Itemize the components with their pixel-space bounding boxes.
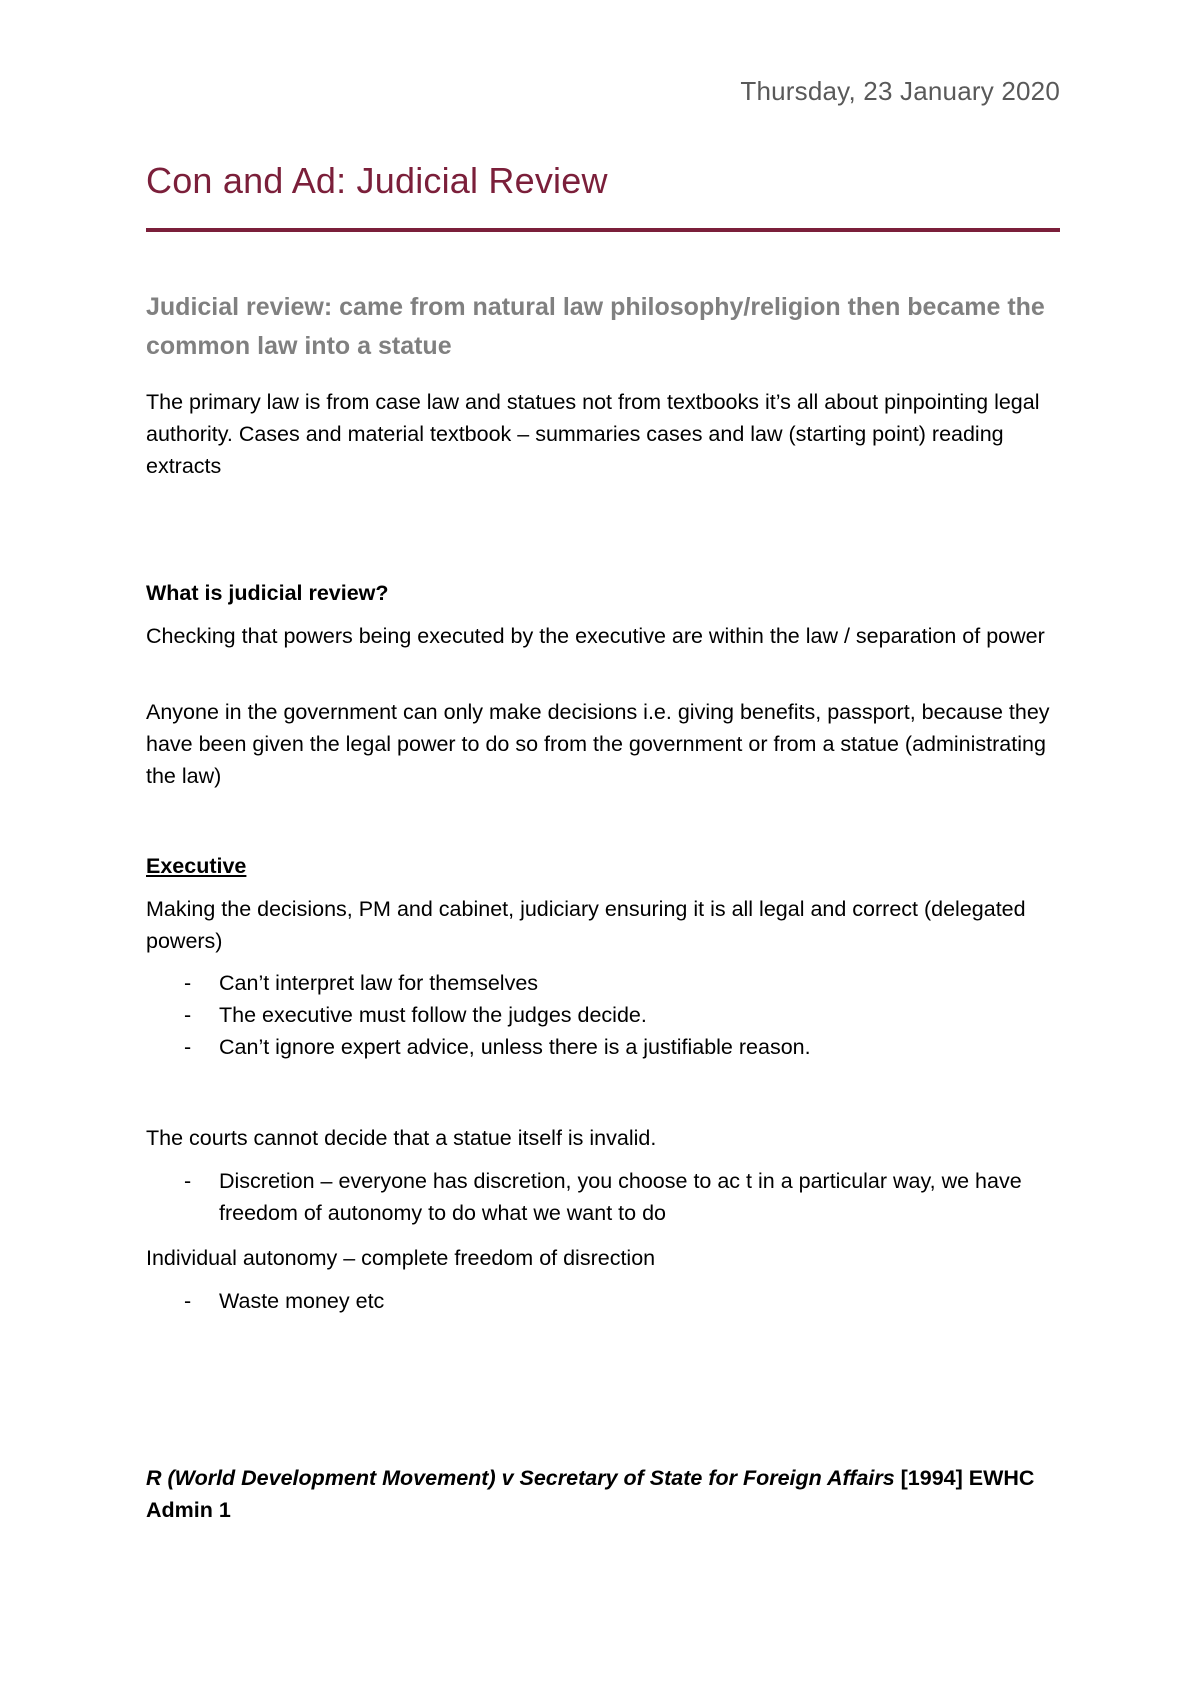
- document-title: Con and Ad: Judicial Review: [146, 160, 608, 201]
- title-underline-rule: [146, 228, 1060, 232]
- bullet-dash: -: [184, 1169, 192, 1193]
- subheading: Judicial review: came from natural law philosophy/religion then became the common law into a statue: [146, 293, 1045, 360]
- bullet-dash: -: [184, 1035, 192, 1059]
- list-item-text: Discretion – everyone has discretion, you choose to ac t in a particular way, we have freedom of autonomy to do what we want to do: [219, 1169, 1022, 1225]
- bullet-dash: -: [184, 1289, 192, 1313]
- executive-bullet-list: [146, 967, 1060, 1063]
- intro-paragraph: The primary law is from case law and statues not from textbooks it’s all about pinpointing legal authority. Cases and material textbook – summaries cases and law (starting point) reading extracts: [146, 390, 1040, 478]
- list-item-text: Waste money etc: [219, 1289, 385, 1313]
- executive-paragraph: Making the decisions, PM and cabinet, judiciary ensuring it is all legal and correct (delegated powers): [146, 897, 1026, 953]
- case-citation: [146, 1462, 1060, 1526]
- what-paragraph-1: Checking that powers being executed by the executive are within the law / separation of power: [146, 624, 1045, 648]
- list-item-text: Can’t ignore expert advice, unless there is a justifiable reason.: [219, 1035, 811, 1059]
- discretion-bullet-list: [146, 1165, 1060, 1229]
- case-name: R (World Development Movement) v Secretary of State for Foreign Affairs: [146, 1466, 895, 1490]
- courts-paragraph: The courts cannot decide that a statue itself is invalid.: [146, 1126, 657, 1150]
- bullet-dash: -: [184, 971, 192, 995]
- bullet-dash: -: [184, 1003, 192, 1027]
- list-item-text: The executive must follow the judges decide.: [219, 1003, 647, 1027]
- case-reference: [1994] EWHC Admin 1: [146, 1466, 1035, 1522]
- list-item: [146, 1165, 1060, 1229]
- list-item: [146, 999, 1060, 1031]
- list-item-text: Can’t interpret law for themselves: [219, 971, 539, 995]
- what-paragraph-2: Anyone in the government can only make decisions i.e. giving benefits, passport, because they have been given the legal power to do so from the government or from a statue (administrating the law): [146, 700, 1050, 788]
- autonomy-paragraph: Individual autonomy – complete freedom of disrection: [146, 1246, 656, 1270]
- list-item: [146, 1285, 1060, 1317]
- autonomy-bullet-list: [146, 1285, 1060, 1317]
- document-date: Thursday, 23 January 2020: [740, 76, 1060, 106]
- what-is-judicial-review-heading: What is judicial review?: [146, 581, 389, 605]
- list-item: [146, 967, 1060, 999]
- executive-heading: Executive: [146, 854, 247, 878]
- list-item: [146, 1031, 1060, 1063]
